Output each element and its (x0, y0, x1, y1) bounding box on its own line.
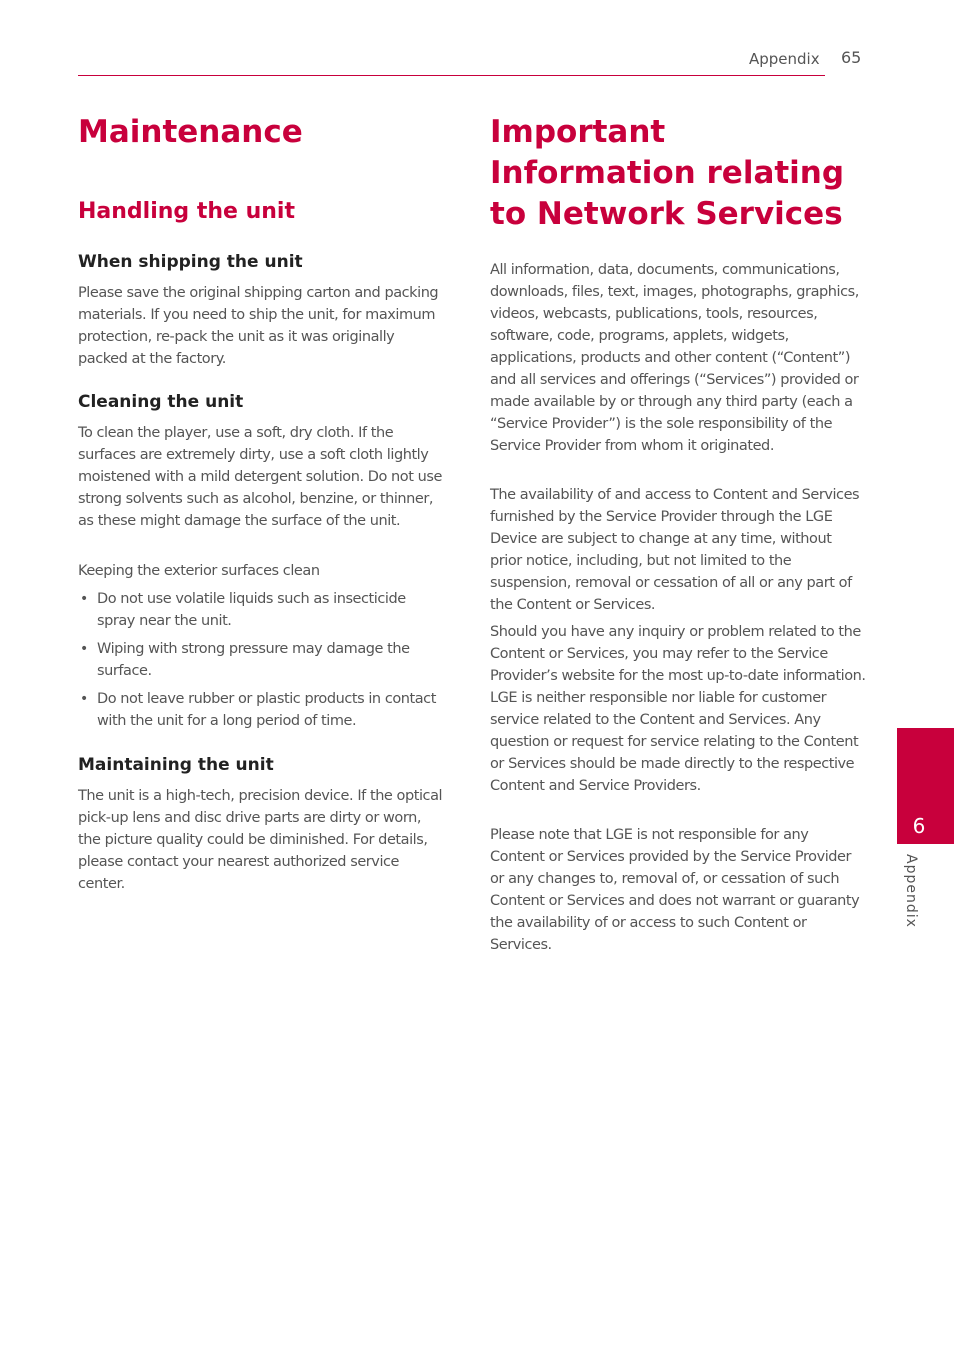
exterior-label: Keeping the exterior surfaces clean (78, 563, 320, 579)
bullet-text: Wiping with strong pressure may damage the surface. (97, 641, 410, 679)
chapter-number: 6 (912, 814, 926, 838)
network-paragraph-3: Should you have any inquiry or problem related to the Content or Services, you may refer to the Service Provider’s website for the most up-to-date information. LGE is neither responsible nor liable for customer service related to the Content and Services. Any question or request for service relating to the Content or Services should be made directly to the respective Content and Service Providers. (490, 624, 866, 794)
maintaining-heading: Maintaining the unit (78, 755, 274, 775)
network-paragraph-4: Please note that LGE is not responsible for any Content or Services provided by the Service Provider or any changes to, removal of, or cessation of such Content or Services and does not warrant or guaranty the availability of or access to such Content or Services. (490, 827, 860, 953)
handling-subtitle: Handling the unit (78, 199, 295, 224)
shipping-heading: When shipping the unit (78, 252, 303, 272)
list-item (78, 588, 446, 632)
page-number: 65 (841, 48, 862, 67)
bullet-icon: • (80, 641, 88, 657)
bullet-text: Do not leave rubber or plastic products in contact with the unit for a long period of time. (97, 691, 436, 729)
chapter-label: Appendix (903, 854, 919, 928)
list-item (78, 688, 446, 732)
header-section-label: Appendix (749, 50, 820, 68)
network-paragraph-1: All information, data, documents, communications, downloads, files, text, images, photographs, graphics, videos, webcasts, publications, tools, resources, software, code, programs, applets, widgets, applications, products and other content (“Content”) and all services and offerings (“Services”) provided or made available by or through any third party (each a “Service Provider”) is the sole responsibility of the Service Provider from whom it originated. (490, 262, 859, 454)
network-services-title: Important Information relating to Network Services (490, 114, 845, 232)
cleaning-heading: Cleaning the unit (78, 392, 244, 412)
maintenance-title: Maintenance (78, 114, 303, 150)
bullet-icon: • (80, 691, 88, 707)
shipping-text: Please save the original shipping carton and packing materials. If you need to ship the unit, for maximum protection, re-pack the unit as it was originally packed at the factory. (78, 285, 439, 367)
cleaning-text: To clean the player, use a soft, dry cloth. If the surfaces are extremely dirty, use a soft cloth lightly moistened with a mild detergent solution. Do not use strong solvents such as alcohol, benzine, or thinner, as these might damage the surface of the unit. (78, 425, 442, 529)
chapter-tab (897, 728, 954, 844)
network-paragraph-2: The availability of and access to Content and Services furnished by the Service Provider through the LGE Device are subject to change at any time, without prior notice, including, but not limited to the suspension, removal or cessation of all or any part of the Content or Services. (490, 487, 860, 613)
header-divider (78, 75, 825, 76)
maintaining-text: The unit is a high-tech, precision device. If the optical pick-up lens and disc drive parts are dirty or worn, the picture quality could be diminished. For details, please contact your nearest authorized service center. (78, 788, 443, 892)
bullet-text: Do not use volatile liquids such as insecticide spray near the unit. (97, 591, 406, 629)
list-item (78, 638, 446, 682)
cleaning-bullet-list (78, 588, 446, 738)
bullet-icon: • (80, 591, 88, 607)
